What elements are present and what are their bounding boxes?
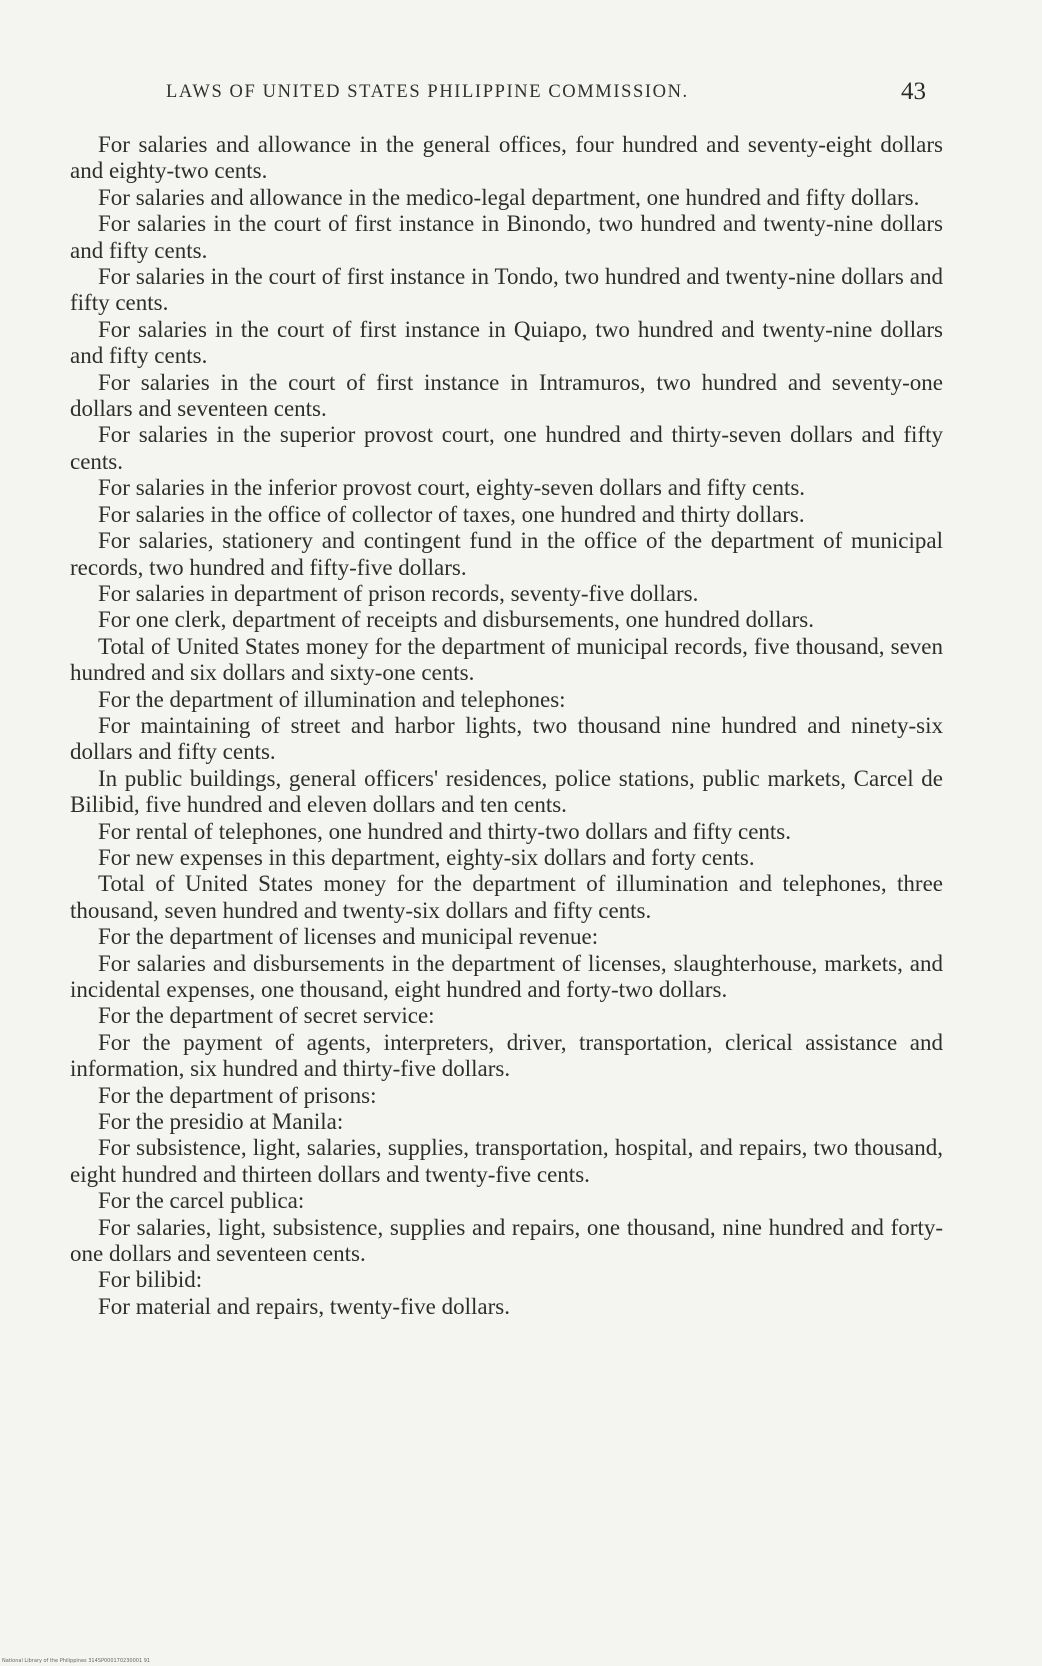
paragraph: For salaries in the court of first instance in Binondo, two hundred and twenty-nine dollars and fifty cents. bbox=[70, 211, 943, 263]
section-heading: For bilibid: bbox=[98, 1267, 203, 1293]
paragraph: Total of United States money for the department of illumination and telephones, three thousand, seven hundred and twenty-six dollars and fifty cents. bbox=[70, 871, 943, 923]
running-head bbox=[166, 78, 926, 112]
paragraph: For salaries in the court of first instance in Tondo, two hundred and twenty-nine dollars and fifty cents. bbox=[70, 264, 943, 316]
paragraph: For salaries in department of prison records, seventy-five dollars. bbox=[98, 580, 699, 606]
paragraph: For salaries in the court of first instance in Quiapo, two hundred and twenty-nine dollars and fifty cents. bbox=[70, 316, 943, 369]
paragraph: For the payment of agents, interpreters, driver, transportation, clerical assistance and information, six hundred and thirty-five dollars. bbox=[70, 1029, 943, 1082]
body-text bbox=[70, 132, 943, 1320]
paragraph: For salaries, light, subsistence, supplies and repairs, one thousand, nine hundred and forty-one dollars and seventeen cents. bbox=[70, 1214, 943, 1267]
section-heading: For the department of secret service: bbox=[98, 1003, 435, 1029]
paragraph: For salaries and allowance in the medico-legal department, one hundred and fifty dollars. bbox=[98, 184, 920, 210]
paragraph: In public buildings, general officers' residences, police stations, public markets, Carcel de Bilibid, five hundred and eleven dollars and ten cents. bbox=[70, 765, 943, 818]
section-heading: For the carcel publica: bbox=[98, 1188, 305, 1214]
paragraph: For salaries in the superior provost court, one hundred and thirty-seven dollars and fifty cents. bbox=[70, 422, 943, 474]
paragraph: For rental of telephones, one hundred and thirty-two dollars and fifty cents. bbox=[98, 818, 792, 844]
paragraph: For salaries in the office of collector of taxes, one hundred and thirty dollars. bbox=[98, 501, 805, 527]
paragraph: For salaries and allowance in the general offices, four hundred and seventy-eight dollars and eighty-two cents. bbox=[70, 132, 943, 184]
running-title: LAWS OF UNITED STATES PHILIPPINE COMMISSION. bbox=[166, 82, 689, 102]
paragraph: For material and repairs, twenty-five dollars. bbox=[98, 1293, 510, 1319]
paragraph: For salaries, stationery and contingent fund in the office of the department of municipal records, two hundred and fifty-five dollars. bbox=[70, 528, 943, 580]
section-heading: For the department of prisons: bbox=[98, 1082, 377, 1108]
paragraph: For maintaining of street and harbor lights, two thousand nine hundred and ninety-six dollars and fifty cents. bbox=[70, 712, 943, 765]
page-number: 43 bbox=[901, 78, 926, 105]
section-heading: For the presidio at Manila: bbox=[98, 1109, 344, 1135]
paragraph: For new expenses in this department, eighty-six dollars and forty cents. bbox=[98, 844, 755, 870]
paragraph: For salaries in the court of first instance in Intramuros, two hundred and seventy-one dollars and seventeen cents. bbox=[70, 369, 943, 422]
section-heading: For the department of illumination and telephones: bbox=[98, 686, 566, 712]
paragraph: For salaries and disbursements in the department of licenses, slaughterhouse, markets, and incidental expenses, one thousand, eight hundred and forty-two dollars. bbox=[70, 950, 943, 1002]
paragraph: For one clerk, department of receipts and disbursements, one hundred dollars. bbox=[98, 607, 814, 633]
paragraph: Total of United States money for the department of municipal records, five thousand, seven hundred and six dollars and sixty-one cents. bbox=[70, 633, 943, 686]
paragraph: For subsistence, light, salaries, supplies, transportation, hospital, and repairs, two thousand, eight hundred and thirteen dollars and twenty-five cents. bbox=[70, 1135, 943, 1187]
library-stamp: National Library of the Philippines 314SP000170230001 91 bbox=[2, 1658, 151, 1664]
section-heading: For the department of licenses and municipal revenue: bbox=[98, 924, 599, 950]
paragraph: For salaries in the inferior provost court, eighty-seven dollars and fifty cents. bbox=[98, 475, 806, 501]
